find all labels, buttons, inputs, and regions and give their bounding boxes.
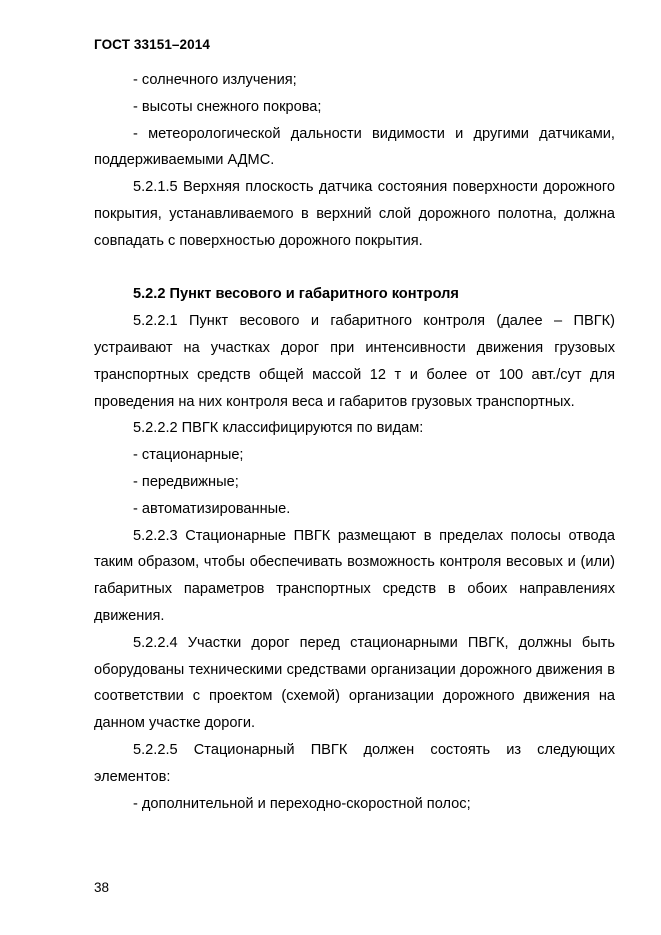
page-number: 38 (94, 880, 110, 895)
list-item: - высоты снежного покрова; (133, 98, 322, 115)
list-item: - автоматизированные. (133, 500, 291, 517)
document-body (94, 67, 615, 817)
list-item: - солнечного излучения; (133, 72, 297, 88)
paragraph-5-2-2-1: 5.2.2.1 Пункт весового и габаритного контроля (далее – ПВГК) устраивают на участках дорог при интенсивности движения грузовых транспортных средств общей массой 12 т и более от 100 авт./сут для проведения на них контроля веса и габаритов грузовых транспортных. (94, 313, 615, 410)
paragraph-5-2-2-4: 5.2.2.4 Участки дорог перед стационарными ПВГК, должны быть оборудованы техническими средствами организации дорожного движения в соответствии с проектом (схемой) организации дорожного движения на данном участке дороги. (94, 634, 615, 732)
list-item: - передвижные; (133, 473, 239, 490)
list-item: - дополнительной и переходно-скоростной полос; (133, 795, 471, 812)
list-item: - стационарные; (133, 447, 244, 464)
paragraph-5-2-2-2: 5.2.2.2 ПВГК классифицируются по видам: (133, 420, 424, 437)
paragraph-5-2-2-5: 5.2.2.5 Стационарный ПВГК должен состоять из следующих элементов: (94, 741, 615, 785)
paragraph-5-2-1-5: 5.2.1.5 Верхняя плоскость датчика состояния поверхности дорожного покрытия, устанавливаемого в верхний слой дорожного полотна, должна совпадать с поверхностью дорожного покрытия. (94, 179, 615, 249)
document-header: ГОСТ 33151–2014 (94, 37, 210, 52)
paragraph-5-2-2-3: 5.2.2.3 Стационарные ПВГК размещают в пределах полосы отвода таким образом, чтобы обеспечивать возможность контроля весовых и (или) габаритных параметров транспортных средств в обоих направлениях движения. (94, 527, 615, 624)
list-item: - метеорологической дальности видимости и другими датчиками, поддерживаемыми АДМС. (94, 125, 615, 169)
section-heading: 5.2.2 Пункт весового и габаритного контроля (133, 286, 459, 303)
